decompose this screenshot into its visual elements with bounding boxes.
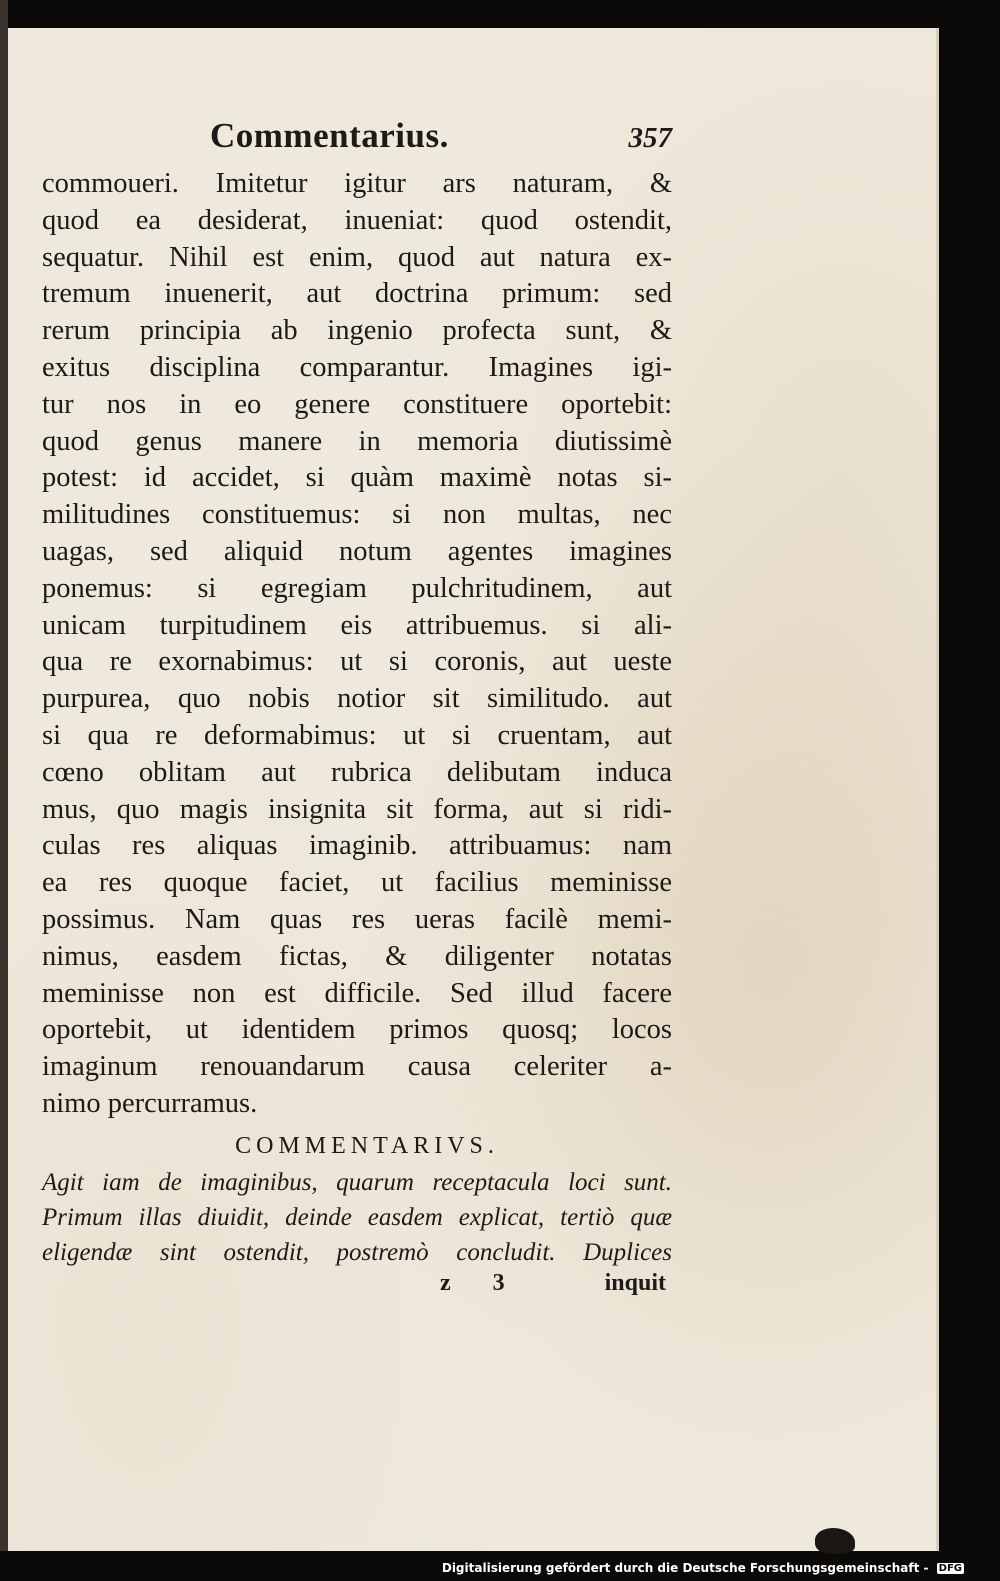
text-line: commoueri. Imitetur igitur ars naturam, & [42,168,672,199]
text-line: quod genus manere in memoria diutissimè [42,425,672,457]
text-line: tur nos in eo genere constituere oportebit: [42,388,672,420]
text-line: mus, quo magis insignita sit forma, aut si ridi- [42,793,672,825]
text-line: purpurea, quo nobis notior sit similitudo. aut [42,683,672,715]
text-line: unicam turpitudinem eis attribuemus. si ali- [42,609,672,641]
commentary-text [42,1165,672,1270]
text-line: culas res aliquas imaginib. attribuamus: nam [42,830,672,862]
text-line: ea res quoque faciet, ut facilius meminisse [42,867,672,899]
text-line: sequatur. Nihil est enim, quod aut natura ex- [42,241,672,273]
page-footer [42,1270,672,1306]
signature-mark: z 3 [440,1269,523,1296]
text-line: uagas, sed aliquid notum agentes imagines [42,535,672,567]
text-line: potest: id accidet, si quàm maximè notas si- [42,462,672,494]
running-head [42,116,672,166]
ink-stain [815,1528,855,1554]
page-number: 357 [628,122,672,154]
text-line: exitus disciplina comparantur. Imagines igi- [42,351,672,383]
book-page [8,28,939,1551]
digitization-credit [442,1561,964,1575]
commentary-line: eligendæ sint ostendit, postremò concludit. Duplices [42,1238,672,1266]
text-line: cœno oblitam aut rubrica delibutam induca [42,756,672,788]
text-line: meminisse non est difficile. Sed illud facere [42,977,672,1009]
commentary-line: Primum illas diuidit, deinde easdem explicat, tertiò quæ [42,1203,672,1231]
text-line: nimo percurramus. [42,1087,258,1119]
text-line: si qua re deformabimus: ut si cruentam, aut [42,719,672,751]
text-block [42,116,672,1306]
text-line: nimus, easdem fictas, & diligenter notatas [42,940,672,972]
text-line: quod ea desiderat, inueniat: quod ostendit, [42,204,672,236]
text-line: ponemus: si egregiam pulchritudinem, aut [42,572,672,604]
text-line: tremum inuenerit, aut doctrina primum: sed [42,278,672,310]
text-line: oportebit, ut identidem primos quosq; locos [42,1014,672,1046]
main-text [42,166,672,1123]
text-line: imaginum renouandarum causa celeriter a- [42,1051,672,1083]
commentary-line: Agit iam de imaginibus, quarum receptacula loci sunt. [42,1168,672,1196]
text-line: qua re exornabimus: ut si coronis, aut ueste [42,646,672,678]
digitization-credit-text: Digitalisierung gefördert durch die Deutsche Forschungsgemeinschaft - [441,1561,929,1575]
text-line: militudines constituemus: si non multas, nec [42,499,672,531]
commentary-heading: COMMENTARIVS. [235,1132,499,1159]
dfg-logo-icon: DFG [938,1563,962,1574]
text-line: possimus. Nam quas res ueras facilè memi- [42,903,672,935]
text-line: rerum principia ab ingenio profecta sunt, & [42,315,672,347]
running-title: Commentarius. [210,116,449,155]
catchword: inquit [604,1269,666,1296]
binding-gutter [0,0,8,1551]
